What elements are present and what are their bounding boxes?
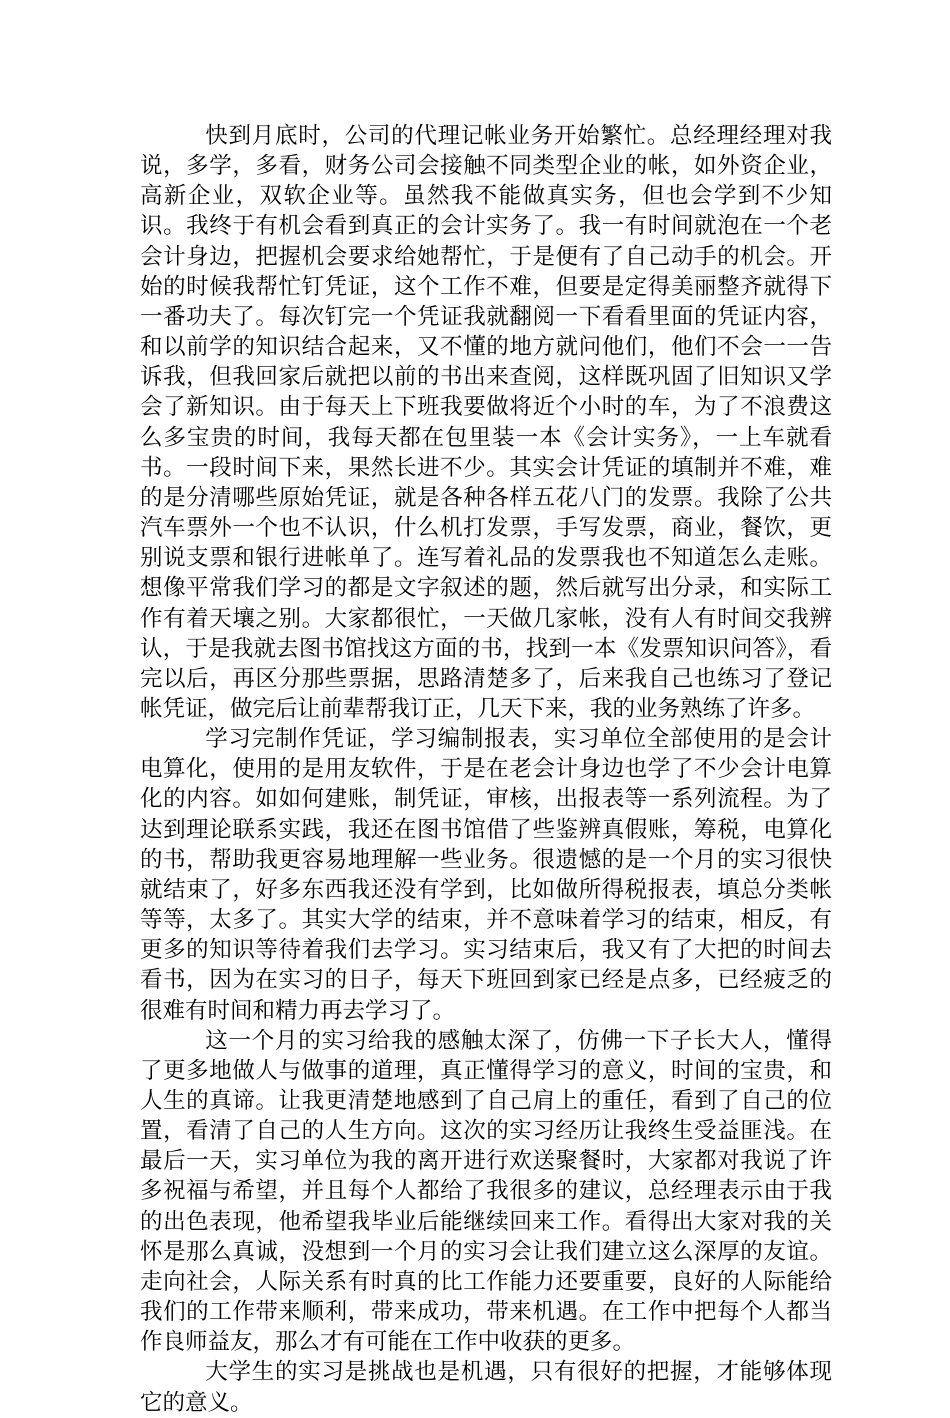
paragraph-2: 学习完制作凭证，学习编制报表，实习单位全部使用的是会计电算化，使用的是用友软件，于是在老会计身边也学了不少会计电算化的内容。如如何建账，制凭证，审核，出报表等一系列流程。为了达到理论联系实践，我还在图书馆借了些鉴辨真假账，筹税，电算化的书，帮助我更容易地理解一些业务。很遗憾的是一个月的实习很快就结束了，好多东西我还没有学到，比如做所得税报表，填总分类帐等等，太多了。其实大学的结束，并不意味着学习的结束，相反，有更多的知识等待着我们去学习。实习结束后，我又有了大把的时间去看书，因为在实习的日子，每天下班回到家已经是点多，已经疲乏的很难有时间和精力再去学习了。 — [140, 726, 832, 1024]
paragraph-4: 大学生的实习是挑战也是机遇，只有很好的把握，才能够体现它的意义。 — [140, 1359, 832, 1416]
paragraph-1: 快到月底时，公司的代理记帐业务开始繁忙。总经理经理对我说，多学，多看，财务公司会接触不同类型企业的帐，如外资企业，高新企业，双软企业等。虽然我不能做真实务，但也会学到不少知识。我终于有机会看到真正的会计实务了。我一有时间就泡在一个老会计身边，把握机会要求给她帮忙，于是便有了自己动手的机会。开始的时候我帮忙钉凭证，这个工作不难，但要是定得美丽整齐就得下一番功夫了。每次钉完一个凭证我就翻阅一下看看里面的凭证内容，和以前学的知识结合起来，又不懂的地方就问他们，他们不会一一告诉我，但我回家后就把以前的书出来查阅，这样既巩固了旧知识又学会了新知识。由于每天上下班我要做将近个小时的车，为了不浪费这么多宝贵的时间，我每天都在包里装一本《会计实务》，一上车就看书。一段时间下来，果然长进不少。其实会计凭证的填制并不难，难的是分清哪些原始凭证，就是各种各样五花八门的发票。我除了公共汽车票外一个也不认识，什么机打发票，手写发票，商业，餐饮，更别说支票和银行进帐单了。连写着礼品的发票我也不知道怎么走账。想像平常我们学习的都是文字叙述的题，然后就写出分录，和实际工作有着天壤之别。大家都很忙，一天做几家帐，没有人有时间交我辨认，于是我就去图书馆找这方面的书，找到一本《发票知识问答》，看完以后，再区分那些票据，思路清楚多了，后来我自己也练习了登记帐凭证，做完后让前辈帮我订正，几天下来，我的业务熟练了许多。 — [140, 123, 832, 722]
paragraph-3: 这一个月的实习给我的感触太深了，仿佛一下子长大人，懂得了更多地做人与做事的道理，真正懂得学习的意义，时间的宝贵，和人生的真谛。让我更清楚地感到了自己肩上的重任，看到了自己的位置，看清了自己的人生方向。这次的实习经历让我终生受益匪浅。在最后一天，实习单位为我的离开进行欢送聚餐时，大家都对我说了许多祝福与希望，并且每个人都给了我很多的建议，总经理表示由于我的出色表现，他希望我毕业后能继续回来工作。看得出大家对我的关怀是那么真诚，没想到一个月的实习会让我们建立这么深厚的友谊。走向社会，人际关系有时真的比工作能力还要重要，良好的人际能给我们的工作带来顺利，带来成功，带来机遇。在工作中把每个人都当作良师益友，那么才有可能在工作中收获的更多。 — [140, 1027, 832, 1356]
document-body — [140, 121, 832, 1418]
